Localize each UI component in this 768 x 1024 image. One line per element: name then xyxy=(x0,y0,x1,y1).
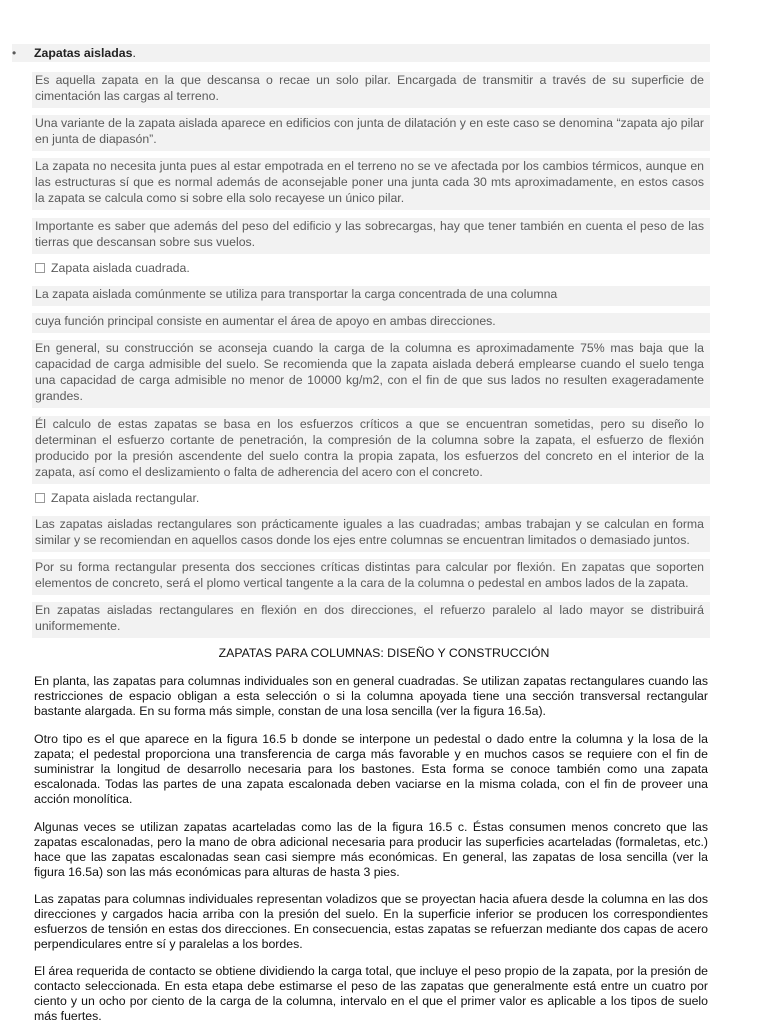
paragraph: En planta, las zapatas para columnas individuales son en general cuadradas. Se utilizan zapatas rectangulares cuando las restricciones de espacio obligan a esta selección o si la columna apoyada tiene una sección transversal rectangular bastante alargada. En su forma más simple, constan de una losa sencilla (ver la figura 16.5a). xyxy=(34,674,708,718)
paragraph: Es aquella zapata en la que descansa o recae un solo pilar. Encargada de transmitir a través de su superficie de cimentación las cargas al terreno. xyxy=(32,72,710,108)
paragraph: cuya función principal consiste en aumentar el área de apoyo en ambas direcciones. xyxy=(32,313,710,333)
paragraph: Importante es saber que además del peso del edificio y las sobrecargas, hay que tener también en cuenta el peso de las tierras que descansan sobre sus vuelos. xyxy=(32,218,710,254)
paragraph: Las zapatas para columnas individuales representan voladizos que se proyectan hacia afuera desde la columna en las dos direcciones y cargados hacia arriba con la presión del suelo. En la superficie inferior se producen los correspondientes esfuerzos de tensión en estas dos direcciones. En consecuencia, estas zapatas se refuerzan mediante dos capas de acero perpendiculares entre sí y paralelas a los bordes. xyxy=(34,892,708,951)
checkbox-icon xyxy=(35,493,45,503)
subheading-cuadrada xyxy=(32,260,710,280)
paragraph: En zapatas aisladas rectangulares en flexión en dos direcciones, el refuerzo paralelo al lado mayor se distribuirá uniformemente. xyxy=(32,602,710,638)
paragraph: La zapata aislada comúnmente se utiliza para transportar la carga concentrada de una columna xyxy=(32,286,710,306)
paragraph: Las zapatas aisladas rectangulares son prácticamente iguales a las cuadradas; ambas trabajan y se calculan en forma similar y se recomiendan en aquellos casos donde los ejes entre columnas se encuentran limitados o demasiado juntos. xyxy=(32,516,710,552)
subheading-label: Zapata aislada cuadrada. xyxy=(51,261,190,275)
bullet-item-zapatas-aisladas xyxy=(12,44,710,62)
paragraph: Una variante de la zapata aislada aparece en edificios con junta de dilatación y en este caso se denomina “zapata ajo pilar en junta de diapasón”. xyxy=(32,115,710,151)
paragraph: El área requerida de contacto se obtiene dividiendo la carga total, que incluye el peso propio de la zapata, por la presión de contacto seleccionada. En esta etapa debe estimarse el peso de las zapatas que generalmente está entre un cuatro por ciento y un ocho por ciento de la carga de la columna, intervalo en el que el primer valor es aplicable a los tipos de suelo más fuertes. xyxy=(34,964,708,1023)
paragraph: Algunas veces se utilizan zapatas acarteladas como las de la figura 16.5 c. Éstas consumen menos concreto que las zapatas escalonadas, pero la mano de obra adicional necesaria para producir las superficies acarteladas (formaletas, etc.) hace que las zapatas escalonadas sean casi siempre más económicas. En general, las zapatas de losa sencilla (ver la figura 16.5a) son las más económicas para alturas de hasta 3 pies. xyxy=(34,820,708,879)
paragraph: Por su forma rectangular presenta dos secciones críticas distintas para calcular por flexión. En zapatas que soporten elementos de concreto, será el plomo vertical tangente a la cara de la columna o pedestal en ambos lados de la zapata. xyxy=(32,559,710,595)
subheading-label: Zapata aislada rectangular. xyxy=(51,491,200,505)
paragraph: En general, su construcción se aconseja cuando la carga de la columna es aproximadamente 75% mas baja que la capacidad de carga admisible del suelo. Se recomienda que la zapata aislada deberá emplearse cuando el suelo tenga una capacidad de carga admisible no menor de 10000 kg/m2, con el fin de que sus lados no resulten exageradamente grandes. xyxy=(32,340,710,408)
bullet-icon: • xyxy=(12,46,17,60)
checkbox-icon xyxy=(35,263,45,273)
bullet-title: Zapatas aisladas xyxy=(34,46,133,60)
section-heading: ZAPATAS PARA COLUMNAS: DISEÑO Y CONSTRUCCIÓN xyxy=(218,646,550,660)
subheading-rectangular xyxy=(32,490,710,510)
paragraph: Él calculo de estas zapatas se basa en los esfuerzos críticos a que se encuentran sometidas, pero su diseño lo determinan el esfuerzo cortante de penetración, la compresión de la columna sobre la zapata, el esfuerzo de flexión producido por la presión ascendente del suelo contra la propia zapata, los esfuerzos del concreto en el interior de la zapata, así como el deslizamiento o falta de adherencia del acero con el concreto. xyxy=(32,416,710,484)
paragraph: La zapata no necesita junta pues al estar empotrada en el terreno no se ve afectada por los cambios térmicos, aunque en las estructuras sí que es normal además de aconsejable poner una junta cada 30 mts aproximadamente, en estos casos la zapata se calcula como si sobre ella solo recayese un único pilar. xyxy=(32,158,710,210)
bullet-suffix: . xyxy=(132,46,136,60)
paragraph: Otro tipo es el que aparece en la figura 16.5 b donde se interpone un pedestal o dado entre la columna y la losa de la zapata; el pedestal proporciona una transferencia de carga más favorable y en muchos casos se requiere con el fin de suministrar la longitud de desarrollo necesaria para los bastones. Esta forma se conoce también como una zapata escalonada. Todas las partes de una zapata escalonada deben vaciarse en la misma colada, con el fin de proveer una acción monolítica. xyxy=(34,732,708,806)
